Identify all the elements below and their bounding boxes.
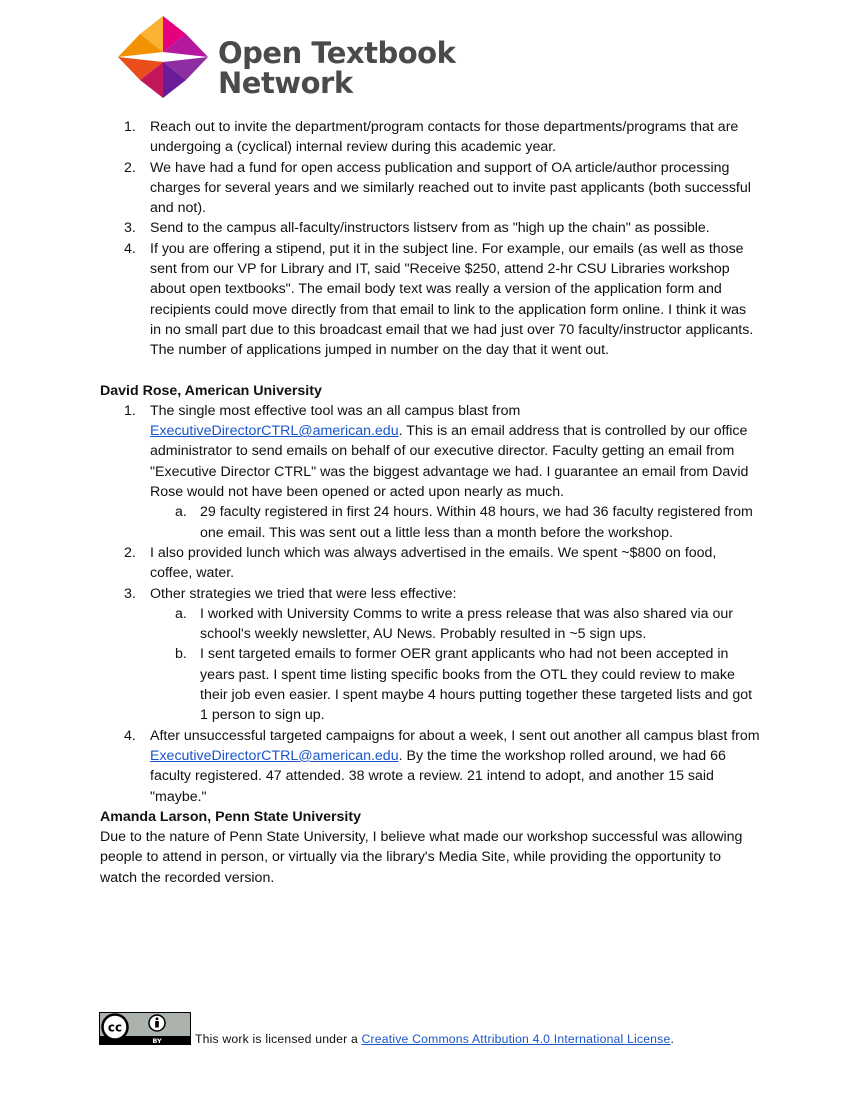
list-item [100, 218, 760, 238]
list-item [100, 158, 760, 219]
license-suffix: . [670, 1032, 675, 1046]
section-body: Due to the nature of Penn State University, I believe what made our workshop successful was allowing people to attend in person, or virtually via the library's Media Site, while providing the opportunity to watch the recorded version. [100, 829, 743, 886]
logo-mark-icon [118, 16, 208, 98]
list-item [100, 239, 760, 361]
list-number: 1. [124, 402, 136, 419]
logo-line-1: Open Textbook [218, 36, 456, 70]
list-number: 3. [124, 585, 136, 602]
list-item-text: We have had a fund for open access publication and support of OA article/author processing charges for several years and we similarly reached out to invite past applicants (both successful and not). [150, 159, 751, 217]
license-footer [99, 1012, 799, 1048]
list-item [100, 584, 760, 604]
list-letter: a. [175, 504, 187, 521]
list-number: 3. [124, 220, 136, 237]
list-number: 4. [124, 240, 136, 257]
list-number: 1. [124, 119, 136, 135]
by-label: BY [152, 1037, 162, 1045]
list-item-text: . By the time the workshop rolled around, we had 66 faculty registered. 47 attended. 38 wrote a review. 21 intend to adopt, and another 15 said "maybe." [150, 747, 726, 805]
license-prefix: This work is licensed under a [195, 1032, 362, 1046]
sub-item-text: 29 faculty registered in first 24 hours. Within 48 hours, we had 36 faculty registered from one email. This was sent out a little less than a month before the workshop. [200, 504, 753, 541]
logo-line-2: Network [218, 66, 353, 100]
list-item-text: The single most effective tool was an all campus blast from [150, 402, 521, 419]
sub-item-text: I sent targeted emails to former OER grant applicants who had not been accepted in years past. I spent time listing specific books from the OTL they could review to make their job even easier. I spent maybe 4 hours putting together these targeted lists and got 1 person to sign up. [200, 646, 753, 724]
license-link[interactable]: Creative Commons Attribution 4.0 International License [361, 1032, 671, 1046]
section-heading-amanda-larson: Amanda Larson, Penn State University [100, 808, 361, 825]
logo-wordmark [218, 38, 455, 98]
list-item-text: Other strategies we tried that were less effective: [150, 585, 457, 602]
list-item-text: I also provided lunch which was always advertised in the emails. We spent ~$800 on food, coffee, water. [150, 544, 717, 582]
list-item [100, 117, 760, 158]
list-letter: a. [175, 605, 187, 622]
sub-item-text: I worked with University Comms to write a press release that was also shared via our school's weekly newsletter, AU News. Probably resulted in ~5 sign ups. [200, 605, 734, 643]
list-item [100, 543, 760, 584]
email-link[interactable]: ExecutiveDirectorCTRL@american.edu [150, 423, 399, 440]
list-item-text: Reach out to invite the department/program contacts for those departments/programs that are undergoing a (cyclical) internal review during this academic year. [150, 119, 739, 156]
email-link[interactable]: ExecutiveDirectorCTRL@american.edu [150, 747, 399, 764]
list-number: 4. [124, 727, 136, 744]
first-list [100, 117, 760, 361]
list-item [100, 726, 760, 807]
second-list [100, 401, 760, 807]
list-item [100, 401, 760, 502]
list-number: 2. [124, 544, 136, 561]
list-item-text: . This is an email address that is controlled by our office administrator to send emails on behalf of our executive director. Faculty getting an email from "Executive Director CTRL" was the biggest advantage we had. I guarantee an email from David Rose would not have been opened or acted upon nearly as much. [150, 423, 749, 501]
open-textbook-network-logo [118, 16, 458, 100]
cc-label: cc [107, 1020, 123, 1035]
list-item-text: If you are offering a stipend, put it in the subject line. For example, our emails (as well as those sent from our VP for Library and IT, said "Receive $250, attend 2-hr CSU Libraries workshop about open textbooks". The email body text was really a version of the application form and recipients could move directly from that email to link to the application form online. I think it was in no small part due to this broadcast email that we had just over 70 faculty/instructor applicants. The number of applications jumped in number on the day that it went out. [150, 240, 754, 359]
cc-by-badge-icon [99, 1012, 191, 1045]
list-number: 2. [124, 159, 136, 176]
document-body [100, 117, 760, 888]
sub-list-item [100, 644, 760, 725]
section-heading-david-rose: David Rose, American University [100, 382, 322, 399]
sub-list-item [100, 604, 760, 645]
sub-list-item [100, 502, 760, 543]
list-letter: b. [175, 646, 187, 663]
list-item-text: After unsuccessful targeted campaigns for about a week, I sent out another all campus blast from [150, 727, 760, 744]
spacer [100, 361, 760, 381]
license-text [195, 1032, 674, 1046]
list-item-text: Send to the campus all-faculty/instructors listserv from as "high up the chain" as possible. [150, 220, 710, 237]
